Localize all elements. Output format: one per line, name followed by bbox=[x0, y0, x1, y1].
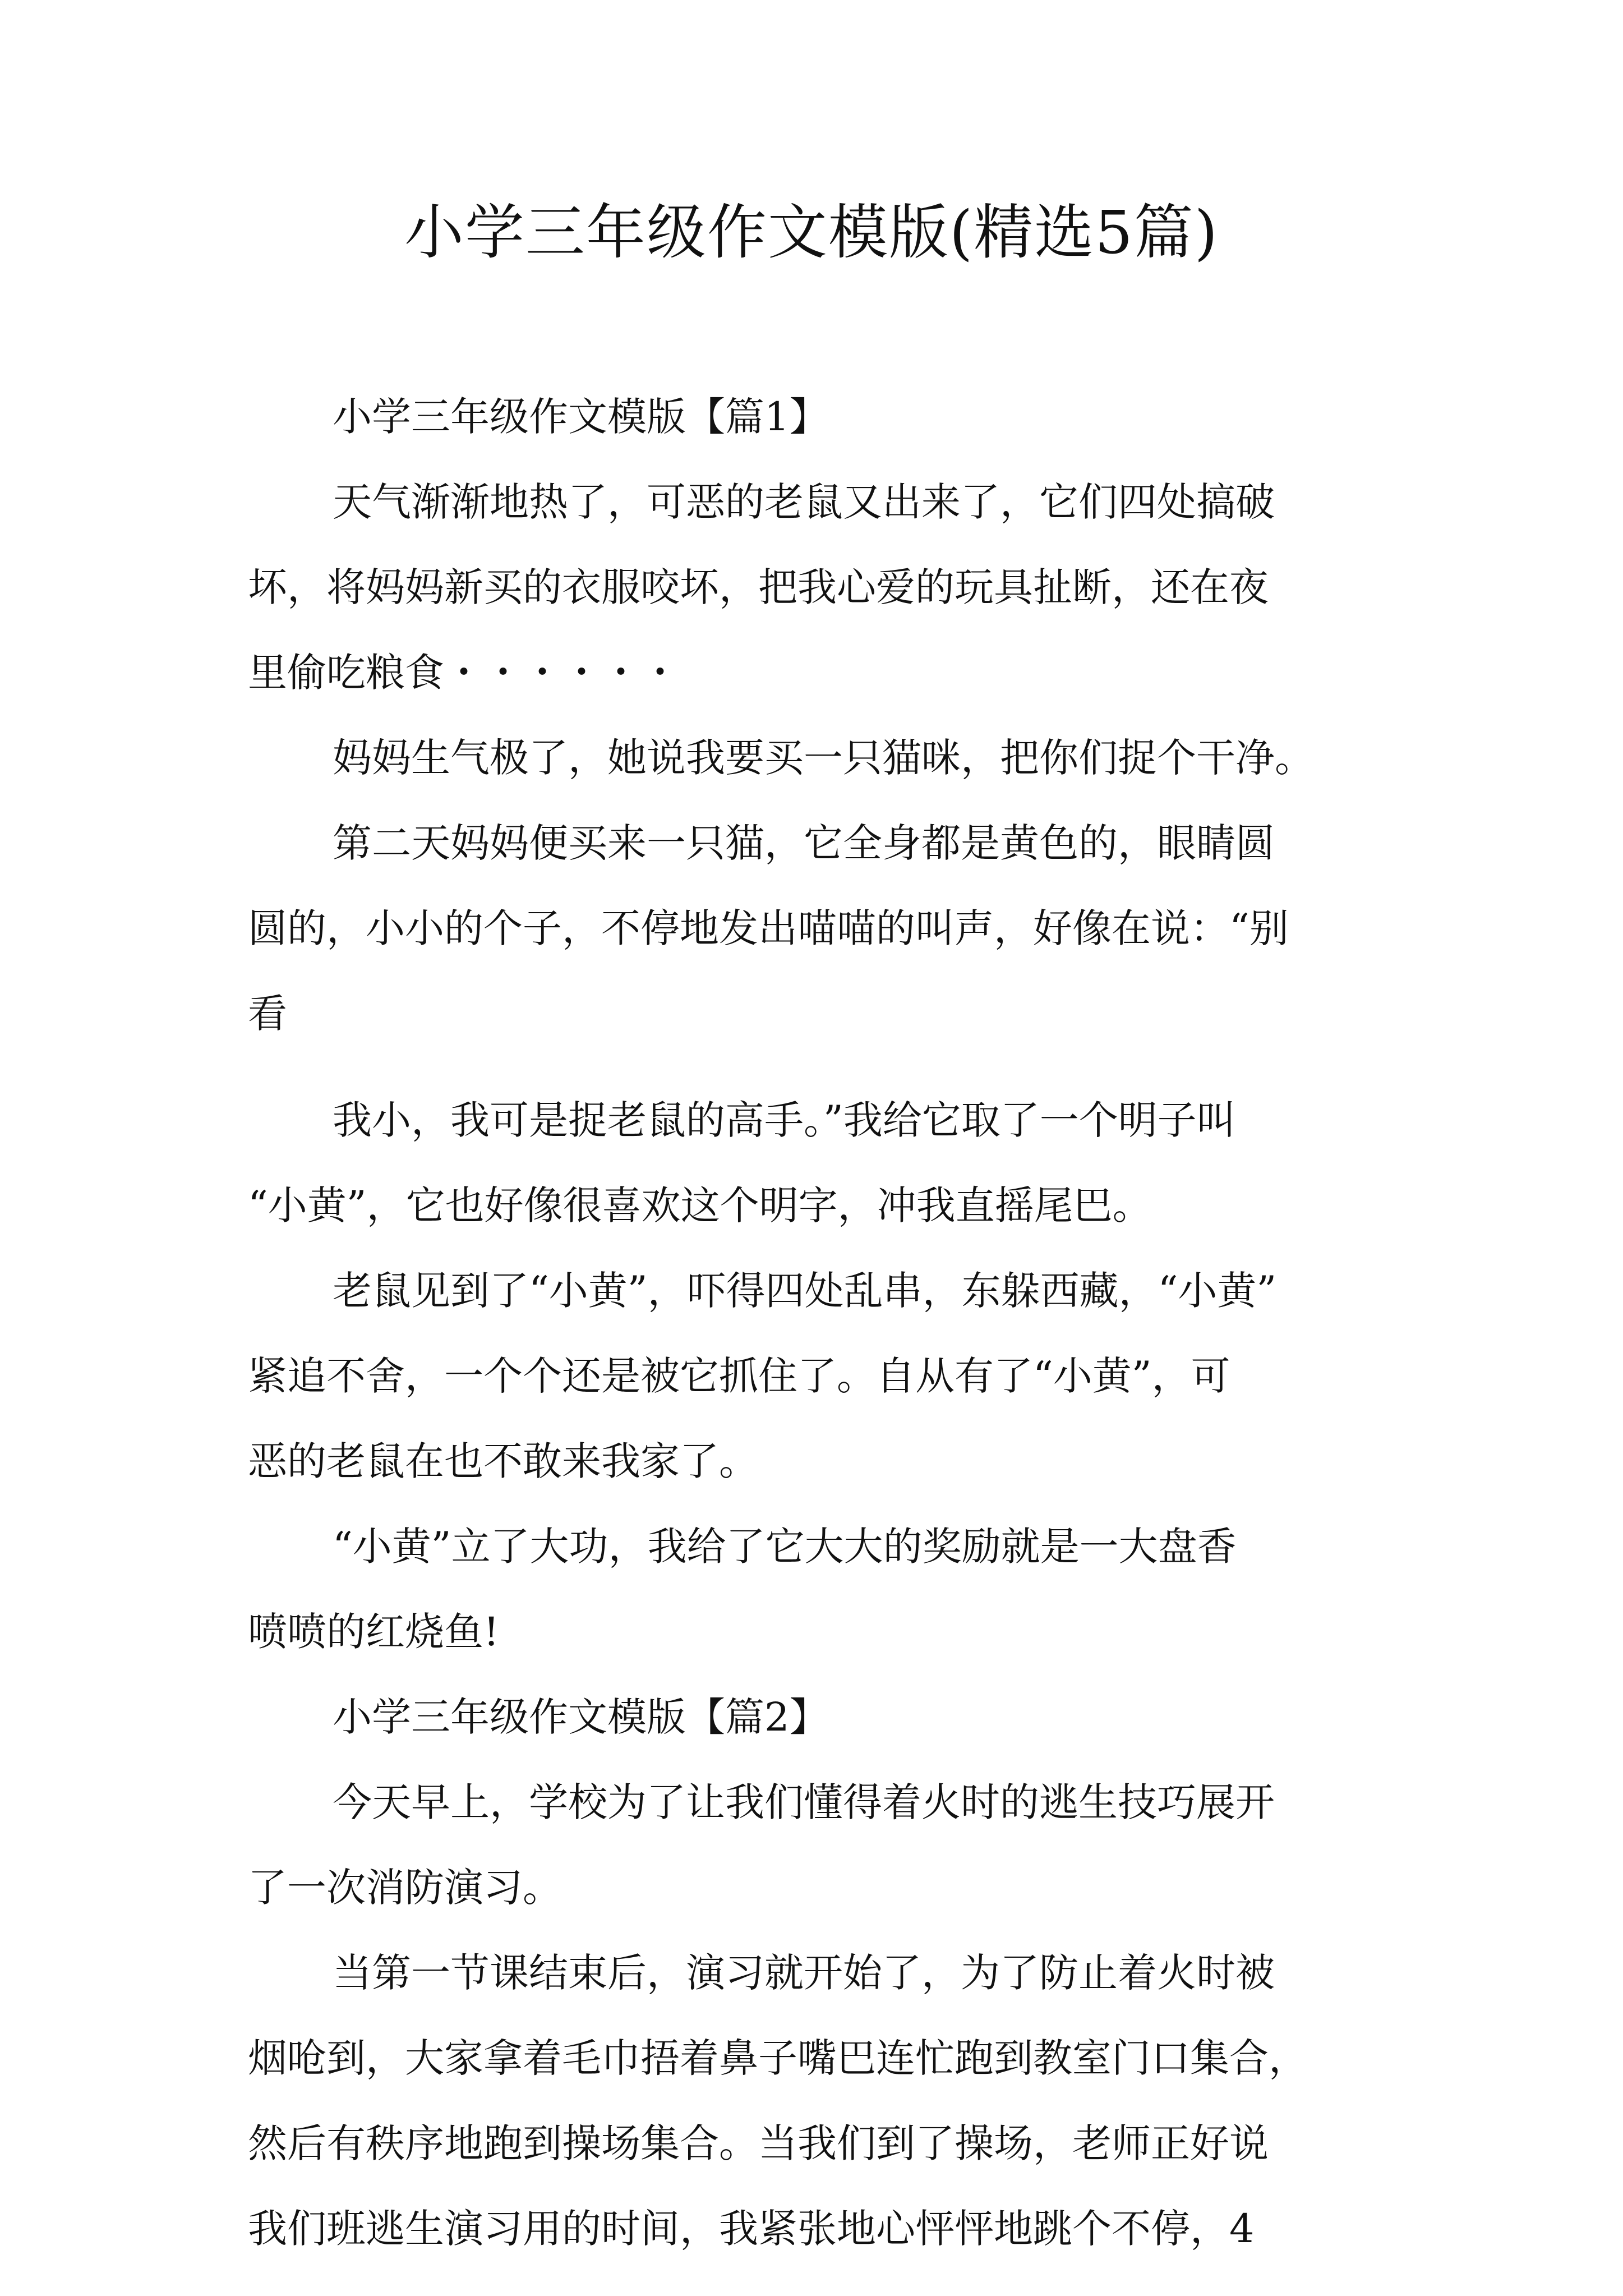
paragraph-line: 恶的老鼠在也不敢来我家了。 bbox=[248, 1438, 758, 1484]
document-title: 小学三年级作文模版(精选5篇) bbox=[404, 198, 1219, 267]
paragraph-line: 看 bbox=[248, 991, 287, 1037]
paragraph-line: 里偷吃粮食・・・・・・ bbox=[248, 650, 680, 696]
document-body bbox=[248, 374, 1381, 2271]
paragraph-line: 烟呛到，大家拿着毛巾捂着鼻子嘴巴连忙跑到教室门口集合， bbox=[248, 2035, 1308, 2081]
paragraph-line: “小黄”，它也好像很喜欢这个明字，冲我直摇尾巴。 bbox=[248, 1182, 1152, 1228]
paragraph-line: 当第一节课结束后，演习就开始了，为了防止着火时被 bbox=[333, 1950, 1275, 1996]
paragraph-line: “小黄”立了大功，我给了它大大的奖励就是一大盘香 bbox=[333, 1524, 1237, 1570]
paragraph-line: 紧追不舍，一个个还是被它抓住了。自从有了“小黄”，可 bbox=[248, 1353, 1230, 1399]
paragraph-line: 坏，将妈妈新买的衣服咬坏，把我心爱的玩具扯断，还在夜 bbox=[248, 564, 1269, 610]
paragraph-line: 老鼠见到了“小黄”，吓得四处乱串，东躲西藏，“小黄” bbox=[333, 1268, 1277, 1314]
paragraph-line: 今天早上，学校为了让我们懂得着火时的逃生技巧展开 bbox=[333, 1779, 1275, 1825]
paragraph-line: 第二天妈妈便买来一只猫，它全身都是黄色的，眼睛圆 bbox=[333, 820, 1275, 866]
paragraph-line: 天气渐渐地热了，可恶的老鼠又出来了，它们四处搞破 bbox=[333, 479, 1275, 525]
paragraph-line: 我小，我可是捉老鼠的高手。”我给它取了一个明子叫 bbox=[333, 1097, 1236, 1143]
page-break-gap bbox=[248, 1056, 1381, 1078]
paragraph-line: 圆的，小小的个子，不停地发出喵喵的叫声，好像在说：“别 bbox=[248, 905, 1289, 951]
paragraph-line: 喷喷的红烧鱼! bbox=[248, 1609, 500, 1655]
paragraph-line: 了一次消防演习。 bbox=[248, 1865, 562, 1911]
paragraph-line: 妈妈生气极了，她说我要买一只猫咪，把你们捉个干净。 bbox=[333, 735, 1314, 781]
paragraph-line: 我们班逃生演习用的时间，我紧张地心怦怦地跳个不停，4 bbox=[248, 2206, 1255, 2252]
section-heading-1: 小学三年级作文模版【篇1】 bbox=[333, 394, 829, 440]
paragraph-line: 然后有秩序地跑到操场集合。当我们到了操场，老师正好说 bbox=[248, 2120, 1269, 2166]
section-heading-2: 小学三年级作文模版【篇2】 bbox=[333, 1694, 829, 1740]
